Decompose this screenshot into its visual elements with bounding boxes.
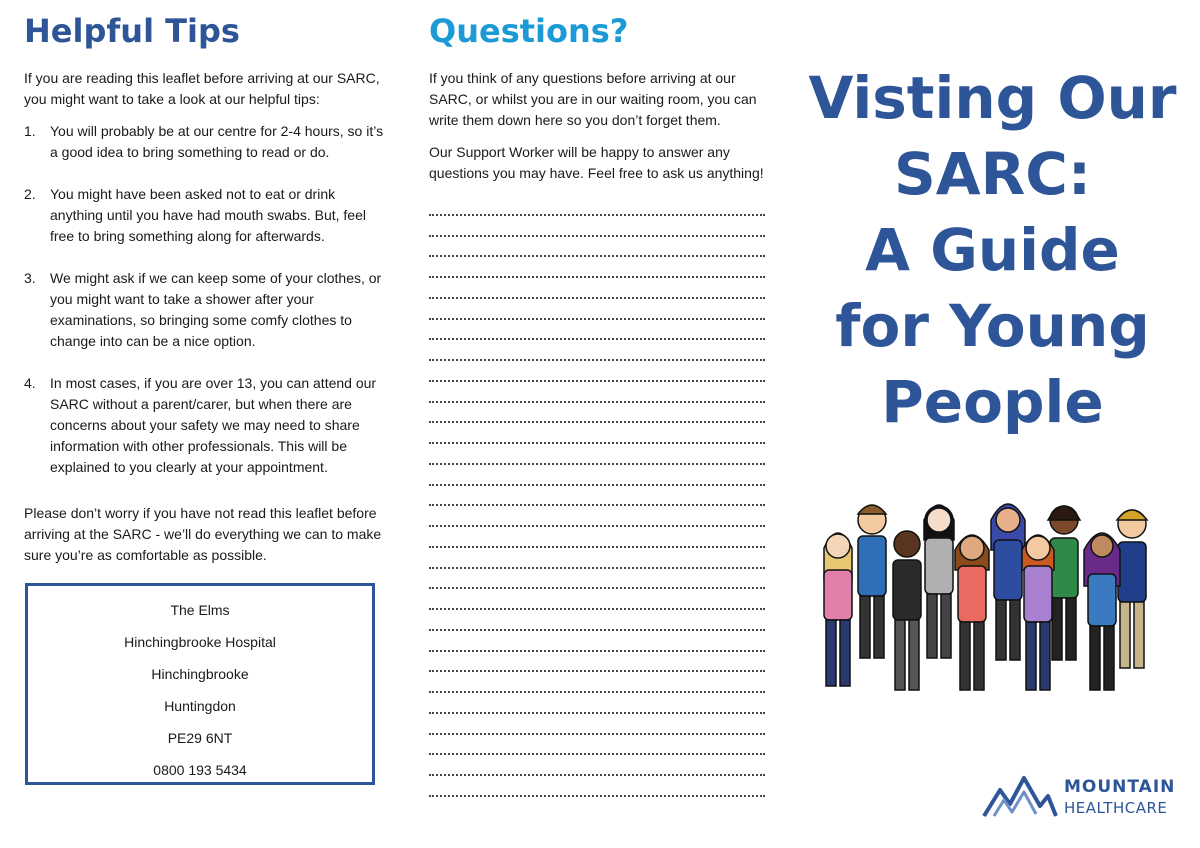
- writing-line[interactable]: [429, 527, 765, 548]
- writing-line[interactable]: [429, 237, 765, 258]
- title-line: Visting Our: [808, 64, 1177, 132]
- writing-line[interactable]: [429, 735, 765, 756]
- tip-item: 4. In most cases, if you are over 13, you can attend our SARC without a parent/carer, but when there are concerns about your safety we may need to share information with other professionals. This will be explained to you clearly at your appointment.: [24, 375, 377, 475]
- person-figure: [824, 533, 852, 686]
- writing-line[interactable]: [429, 361, 765, 382]
- leaflet-title: [800, 60, 1185, 440]
- writing-line[interactable]: [429, 320, 765, 341]
- questions-intro: If you think of any questions before arriving at our SARC, or whilst you are in our waiting room, you can write them down here so you don’t forget them.: [429, 70, 757, 128]
- address-postcode: PE29 6NT: [167, 730, 233, 746]
- writing-line[interactable]: [429, 776, 765, 797]
- person-figure: [1117, 510, 1147, 668]
- writing-line[interactable]: [429, 569, 765, 590]
- questions-heading: Questions?: [429, 12, 629, 50]
- helpful-tips-heading: Helpful Tips: [24, 12, 240, 50]
- mountain-logo-icon: [982, 772, 1058, 818]
- writing-line[interactable]: [429, 444, 765, 465]
- writing-line[interactable]: [429, 216, 765, 237]
- writing-line[interactable]: [429, 423, 765, 444]
- address-line: Hinchingbrooke Hospital: [124, 634, 276, 650]
- address-line: Hinchingbrooke: [151, 666, 249, 682]
- writing-line[interactable]: [429, 195, 765, 216]
- writing-line[interactable]: [429, 382, 765, 403]
- tip-item: 3. We might ask if we can keep some of your clothes, or you might want to take a shower after your examinations, so bringing some comfy clothes to change into can be a nice option.: [24, 270, 382, 349]
- person-figure: [893, 531, 921, 690]
- writing-line[interactable]: [429, 278, 765, 299]
- address-line: Huntingdon: [164, 698, 236, 714]
- person-figure: [858, 505, 886, 658]
- tip-item: 1. You will probably be at our centre for 2-4 hours, so it’s a good idea to bring something to read or do.: [24, 123, 384, 160]
- writing-line[interactable]: [429, 465, 765, 486]
- writing-line[interactable]: [429, 714, 765, 735]
- writing-line[interactable]: [429, 403, 765, 424]
- person-figure: [991, 504, 1025, 660]
- writing-line[interactable]: [429, 755, 765, 776]
- address-phone: 0800 193 5434: [153, 762, 247, 778]
- tip-item: 2. You might have been asked not to eat or drink anything until you have had mouth swabs. But, feel free to bring something along for afterwards.: [24, 186, 366, 244]
- logo-text-healthcare: HEALTHCARE: [1064, 799, 1168, 817]
- person-figure: [1048, 506, 1080, 660]
- title-line: A Guide: [865, 216, 1120, 284]
- writing-line[interactable]: [429, 299, 765, 320]
- writing-line[interactable]: [429, 672, 765, 693]
- writing-line[interactable]: [429, 257, 765, 278]
- person-figure: [1022, 535, 1054, 690]
- writing-line[interactable]: [429, 486, 765, 507]
- writing-line[interactable]: [429, 631, 765, 652]
- person-figure: [924, 505, 954, 658]
- address-line: The Elms: [170, 602, 230, 618]
- writing-lines[interactable]: [429, 195, 765, 797]
- group-of-young-people-illustration: [812, 490, 1162, 702]
- tips-list: [24, 121, 386, 478]
- mountain-healthcare-logo: [982, 770, 1182, 820]
- questions-support-note: Our Support Worker will be happy to answer any questions you may have. Feel free to ask us anything!: [429, 144, 764, 181]
- writing-line[interactable]: [429, 506, 765, 527]
- person-figure: [1084, 533, 1120, 690]
- writing-line[interactable]: [429, 340, 765, 361]
- writing-line[interactable]: [429, 589, 765, 610]
- person-figure: [955, 535, 989, 690]
- title-line: People: [881, 368, 1104, 436]
- writing-line[interactable]: [429, 548, 765, 569]
- writing-line[interactable]: [429, 610, 765, 631]
- logo-text-mountain: MOUNTAIN: [1064, 777, 1176, 797]
- tips-intro: If you are reading this leaflet before arriving at our SARC, you might want to take a look at our helpful tips:: [24, 70, 380, 107]
- address-box: [25, 583, 375, 785]
- tips-outro: Please don’t worry if you have not read this leaflet before arriving at the SARC - we’ll do everything we can to make sure you’re as comfortable as possible.: [24, 505, 382, 563]
- writing-line[interactable]: [429, 652, 765, 673]
- title-line: for Young: [835, 292, 1150, 360]
- title-line: SARC:: [893, 140, 1092, 208]
- writing-line[interactable]: [429, 693, 765, 714]
